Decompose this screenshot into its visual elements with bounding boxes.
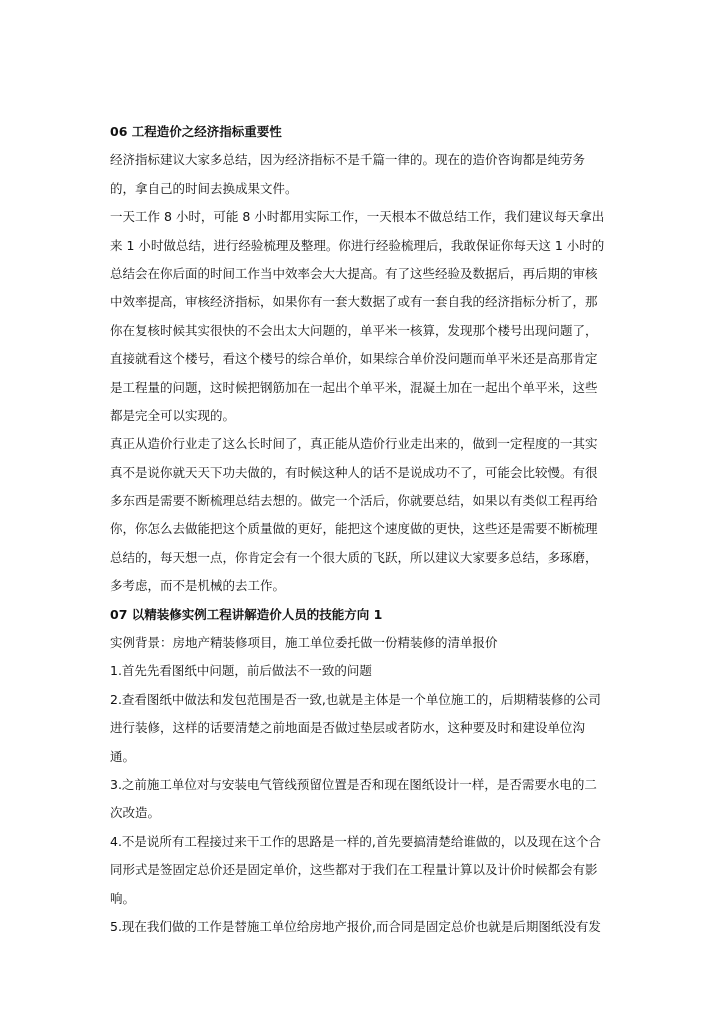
paragraph-line: 直接就看这个楼号，看这个楼号的综合单价，如果综合单价没问题而单平米还是高那肯定	[110, 351, 598, 367]
paragraph-line: 是工程量的问题，这时候把钢筋加在一起出个单平米，混凝土加在一起出个单平米，这些	[110, 379, 598, 395]
paragraph-line: 真正从造价行业走了这么长时间了，真正能从造价行业走出来的，做到一定程度的一其实	[110, 436, 598, 452]
paragraph-line: 总结会在你后面的时间工作当中效率会大大提高。有了这些经验及数据后，再后期的审核	[110, 265, 598, 281]
paragraph-line: 你在复核时候其实很快的不会出太大问题的，单平米一核算，发现那个楼号出现问题了，	[110, 322, 598, 338]
paragraph-line: 你，你怎么去做能把这个质量做的更好，能把这个速度做的更快，这些还是需要不断梳理	[110, 521, 598, 537]
list-item-line: 1.首先先看图纸中问题，前后做法不一致的问题	[110, 663, 372, 679]
paragraph-line: 一天工作 8 小时，可能 8 小时都用实际工作，一天根本不做总结工作，我们建议每天拿出	[110, 209, 605, 225]
paragraph-line: 真不是说你就天天下功夫做的，有时候这种人的话不是说成功不了，可能会比较慢。有很	[110, 464, 598, 480]
list-item-line: 同形式是签固定总价还是固定单价，这些都对于我们在工程量计算以及计价时候都会有影	[110, 862, 598, 878]
list-item-line: 通。	[110, 748, 136, 764]
section-07-heading: 07 以精装修实例工程讲解造价人员的技能方向 1	[110, 606, 383, 622]
paragraph-line: 实例背景：房地产精装修项目，施工单位委托做一份精装修的清单报价	[110, 635, 498, 651]
paragraph-line: 总结的，每天想一点，你肯定会有一个很大质的飞跃，所以建议大家要多总结，多琢磨，	[110, 549, 598, 565]
list-item-line: 4.不是说所有工程接过来干工作的思路是一样的,首先要搞清楚给谁做的，以及现在这个合	[110, 833, 601, 849]
section-06-body	[110, 146, 616, 600]
paragraph-line: 多东西是需要不断梳理总结去想的。做完一个活后，你就要总结，如果以有类似工程再给	[110, 493, 598, 509]
list-item-line: 3.之前施工单位对与安装电气管线预留位置是否和现在图纸设计一样，是否需要水电的二	[110, 776, 597, 792]
paragraph-line: 中效率提高，审核经济指标，如果你有一套大数据了或有一套自我的经济指标分析了，那	[110, 294, 598, 310]
list-item-line: 进行装修，这样的话要清楚之前地面是否做过垫层或者防水，这种要及时和建设单位沟	[110, 720, 586, 736]
list-item-line: 2.查看图纸中做法和发包范围是否一致,也就是主体是一个单位施工的，后期精装修的公司	[110, 691, 601, 707]
paragraph-line: 来 1 小时做总结，进行经验梳理及整理。你进行经验梳理后，我敢保证你每天这 1 小时的	[110, 237, 605, 253]
list-item-line: 5.现在我们做的工作是替施工单位给房地产报价,而合同是固定总价也就是后期图纸没有发	[110, 918, 601, 934]
paragraph-line: 的，拿自己的时间去换成果文件。	[110, 180, 298, 196]
paragraph-line: 都是完全可以实现的。	[110, 407, 236, 423]
section-07-body	[110, 629, 616, 941]
paragraph-line: 经济指标建议大家多总结，因为经济指标不是千篇一律的。现在的造价咨询都是纯劳务	[110, 152, 586, 168]
list-item-line: 次改造。	[110, 805, 161, 821]
section-06-heading: 06 工程造价之经济指标重要性	[110, 124, 282, 139]
list-item-line: 响。	[110, 890, 136, 906]
document-page	[110, 118, 616, 941]
paragraph-line: 多考虑，而不是机械的去工作。	[110, 578, 286, 594]
